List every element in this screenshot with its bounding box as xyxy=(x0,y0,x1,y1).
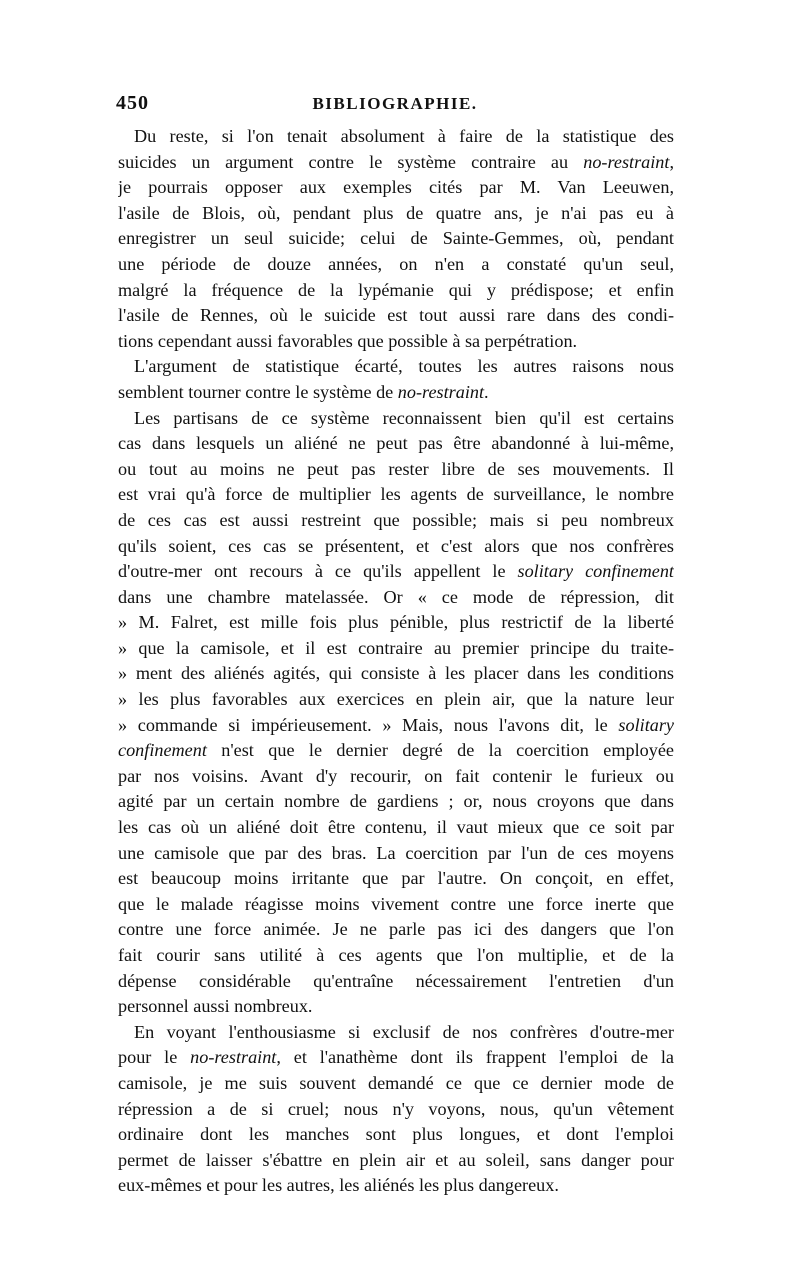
text-line: Du reste, si l'on tenait absolument à faire de la statistique des xyxy=(134,126,674,146)
text-line: L'argument de statistique écarté, toutes les autres raisons nous xyxy=(134,356,674,377)
text-line: cas dans lesquels un aliéné ne peut pas être abandonné à lui-même, xyxy=(118,433,674,454)
text-line: personnel aussi nombreux. xyxy=(118,996,313,1017)
text-line: contre une force animée. Je ne parle pas ici des dangers que l'on xyxy=(118,919,674,940)
text-line: je pourrais opposer aux exemples cités par M. Van Leeuwen, xyxy=(118,177,674,198)
text-line: eux-mêmes et pour les autres, les aliénés les plus dangereux. xyxy=(118,1175,559,1196)
text-line: ordinaire dont les manches sont plus longues, et dont l'emploi xyxy=(118,1124,674,1145)
body-text xyxy=(118,124,674,1199)
text-line: une période de douze années, on n'en a constaté qu'un seul, xyxy=(118,253,674,274)
text-line: une camisole que par des bras. La coercition par l'un de ces moyens xyxy=(118,842,674,863)
text-line: qu'ils soient, ces cas se présentent, et c'est alors que nos confrères xyxy=(118,535,674,556)
running-title: BIBLIOGRAPHIE. xyxy=(312,94,478,113)
text-line: fait courir sans utilité à ces agents que l'on multiplie, et de la xyxy=(118,945,674,965)
text-line: par nos voisins. Avant d'y recourir, on fait contenir le furieux ou xyxy=(118,765,674,786)
page-header xyxy=(116,92,674,122)
text-line: » les plus favorables aux exercices en plein air, que la nature leur xyxy=(118,689,674,710)
text-line: » commande si impérieusement. » Mais, nous l'avons dit, le solitary xyxy=(118,714,674,735)
text-line: semblent tourner contre le système de no-restraint. xyxy=(118,381,489,402)
text-line: que le malade réagisse moins vivement contre une force inerte que xyxy=(118,893,674,914)
text-line: confinement n'est que le dernier degré de la coercition employée xyxy=(118,740,674,761)
text-line: dans une chambre matelassée. Or « ce mode de répression, dit xyxy=(118,586,674,607)
text-line: » que la camisole, et il est contraire au premier principe du traite- xyxy=(118,637,674,658)
text-line: En voyant l'enthousiasme si exclusif de nos confrères d'outre-mer xyxy=(134,1021,674,1042)
text-line: les cas où un aliéné doit être contenu, il vaut mieux que ce soit par xyxy=(118,817,674,838)
text-line: pour le no-restraint, et l'anathème dont ils frappent l'emploi de la xyxy=(118,1047,674,1068)
page-number: 450 xyxy=(116,92,149,114)
text-line: camisole, je me suis souvent demandé ce que ce dernier mode de xyxy=(118,1072,674,1093)
text-line: répression a de si cruel; nous n'y voyons, nous, qu'un vêtement xyxy=(118,1098,674,1119)
text-line: tions cependant aussi favorables que possible à sa perpétration. xyxy=(118,330,578,351)
text-line: l'asile de Rennes, où le suicide est tout aussi rare dans des condi- xyxy=(118,305,674,326)
text-line: ou tout au moins ne peut pas rester libre de ses mouvements. Il xyxy=(118,458,674,479)
text-line: de ces cas est aussi restreint que possible; mais si peu nombreux xyxy=(118,509,674,530)
text-line: » ment des aliénés agités, qui consiste à les placer dans les conditions xyxy=(118,663,674,684)
text-line: l'asile de Blois, où, pendant plus de quatre ans, je n'ai pas eu à xyxy=(118,202,674,223)
text-line: dépense considérable qu'entraîne nécessairement l'entretien d'un xyxy=(118,970,674,991)
text-line: malgré la fréquence de la lypémanie qui y prédispose; et enfin xyxy=(118,279,674,300)
text-line: suicides un argument contre le système contraire au no-restraint, xyxy=(118,151,674,172)
text-line: enregistrer un seul suicide; celui de Sainte-Gemmes, où, pendant xyxy=(118,228,674,249)
text-line: permet de laisser s'ébattre en plein air et au soleil, sans danger pour xyxy=(118,1149,674,1170)
text-line: » M. Falret, est mille fois plus pénible, plus restrictif de la liberté xyxy=(118,612,674,633)
text-line: est vrai qu'à force de multiplier les agents de surveillance, le nombre xyxy=(118,484,674,505)
text-line: d'outre-mer ont recours à ce qu'ils appellent le solitary confinement xyxy=(118,561,674,582)
text-line: agité par un certain nombre de gardiens ; or, nous croyons que dans xyxy=(118,791,674,812)
text-line: est beaucoup moins irritante que par l'autre. On conçoit, en effet, xyxy=(118,868,674,889)
text-line: Les partisans de ce système reconnaissent bien qu'il est certains xyxy=(134,407,674,428)
